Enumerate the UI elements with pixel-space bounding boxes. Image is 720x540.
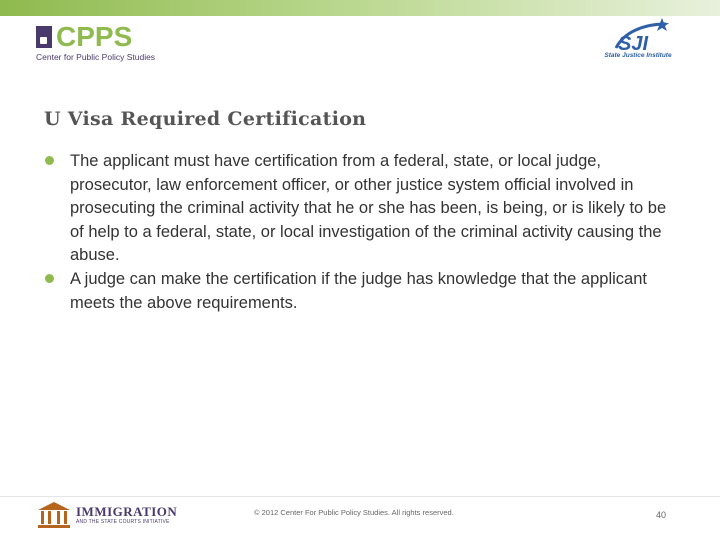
sji-emblem-icon: [596, 18, 680, 54]
top-accent-bar: [0, 0, 720, 16]
slide-title: U Visa Required Certification: [44, 108, 367, 130]
page-number: 40: [655, 510, 666, 520]
cpps-logo-name: CPPS: [56, 21, 133, 52]
bullet-dot-icon: [45, 156, 54, 165]
footer-divider: [0, 496, 720, 497]
bullet-text: The applicant must have certification from a federal, state, or local judge, prosecutor, law enforcement officer, or other justice system official involved in prosecuting the criminal activity that he or she has been, is being, or is likely to be of help to a federal, state, or local investigation of the criminal activity causing the abuse.: [70, 152, 667, 265]
courthouse-icon: [36, 500, 72, 530]
bullet-text: A judge can make the certification if the judge has knowledge that the applicant meets the above requirements.: [70, 269, 647, 312]
immigration-logo-name: IMMIGRATION: [76, 504, 178, 519]
sji-logo: [596, 18, 680, 64]
cpps-logo: [36, 22, 166, 64]
cpps-square-icon: [36, 26, 52, 48]
copyright-notice: © 2012 Center For Public Policy Studies. All rights reserved.: [254, 508, 454, 517]
bullet-dot-icon: [45, 274, 54, 283]
bullet-list: [44, 150, 674, 315]
immigration-logo: [36, 498, 176, 532]
bullet-item: [44, 150, 674, 268]
immigration-logo-subtitle: AND THE STATE COURTS INITIATIVE: [76, 519, 170, 525]
sji-logo-mark: SJI: [618, 33, 649, 54]
sji-logo-name: State Justice Institute: [604, 52, 672, 59]
bullet-item: [44, 268, 674, 315]
cpps-logo-subtitle: Center for Public Policy Studies: [36, 52, 156, 62]
